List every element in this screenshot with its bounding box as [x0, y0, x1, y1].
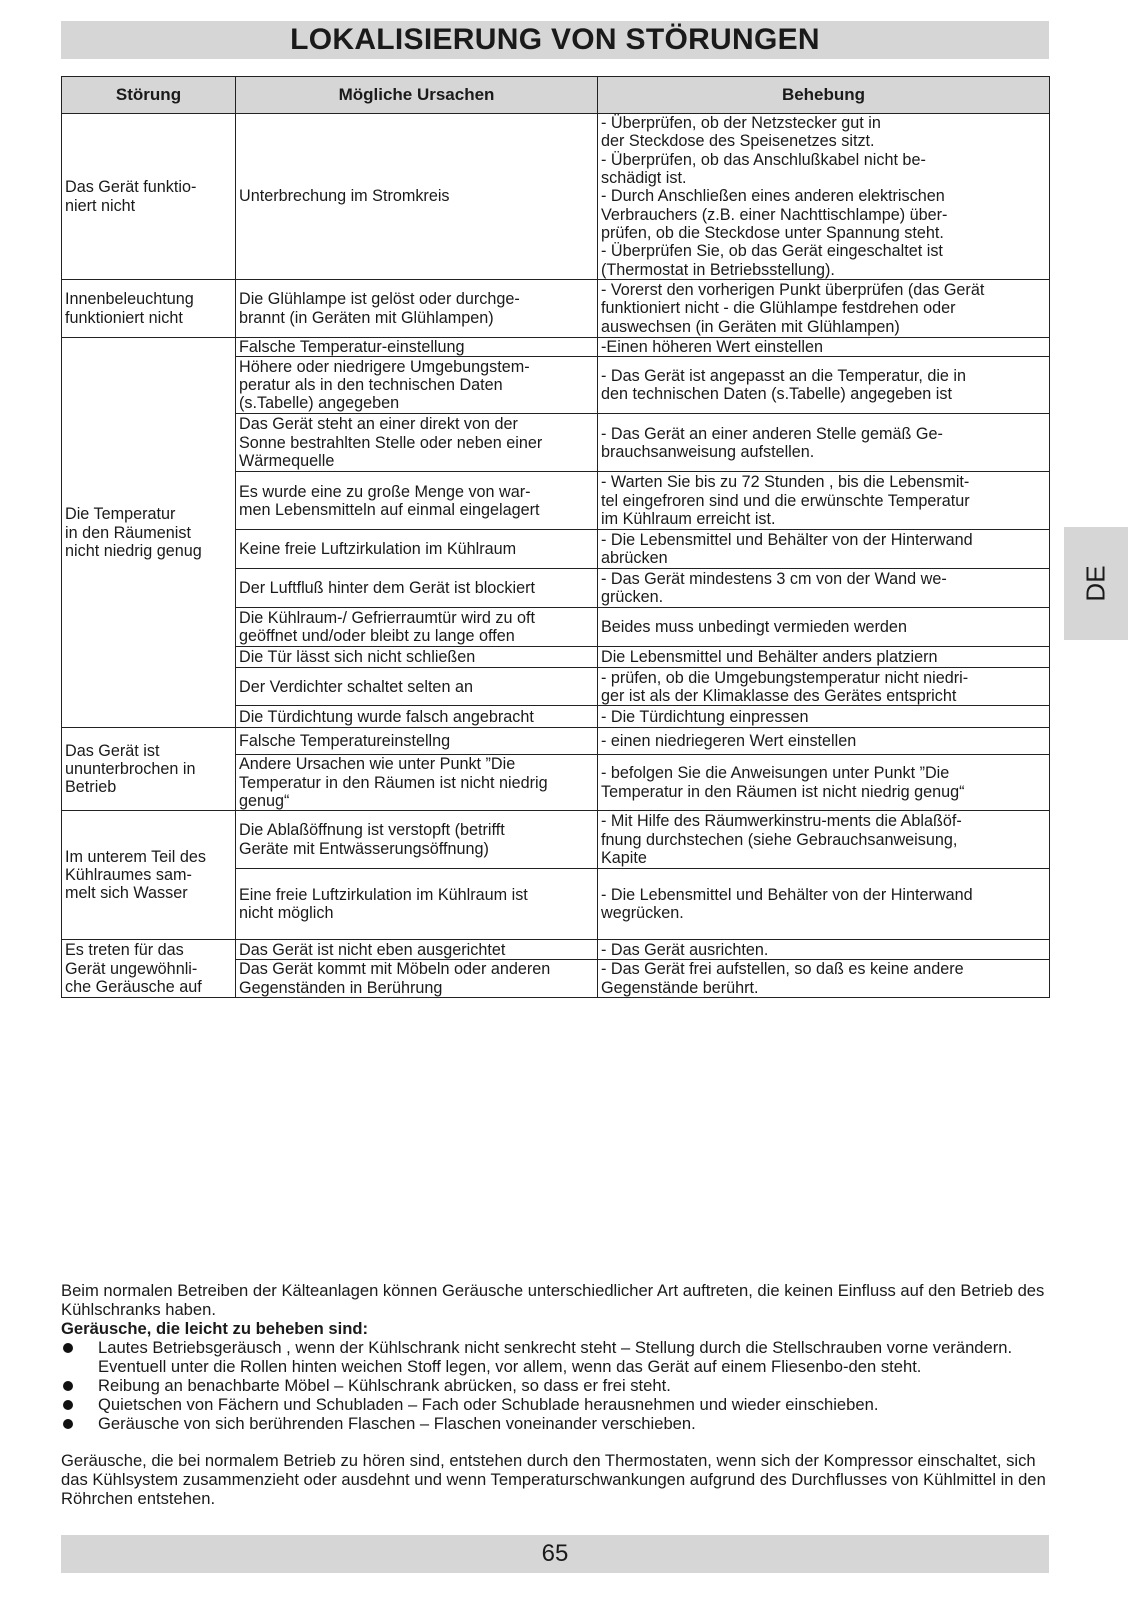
page-number: 65	[541, 1540, 569, 1567]
symptom-cell: Im unterem Teil des Kühlraumes sam- melt sich Wasser	[62, 811, 236, 940]
list-item	[61, 1395, 1051, 1414]
language-tab	[1064, 527, 1128, 640]
cause-cell: Eine freie Luftzirkulation im Kühlraum ist nicht möglich	[236, 869, 598, 940]
bullet-text: Quietschen von Fächern und Schubladen – Fach oder Schublade herausnehmen und wieder einschieben.	[98, 1395, 879, 1414]
notes-closing: Geräusche, die bei normalem Betrieb zu hören sind, entstehen durch den Thermostaten, wenn sich der Kompressor einschaltet, sich das Kühlsystem zusammenzieht oder ausdehnt und wenn Temperaturschwankungen aufgrund des Durchflusses von Kühlmittel in den Röhrchen entstehen.	[61, 1451, 1046, 1508]
remedy-cell: - Die Türdichtung einpressen	[598, 706, 1050, 728]
cause-cell: Der Verdichter schaltet selten an	[236, 668, 598, 706]
cause-cell: Das Gerät kommt mit Möbeln oder anderen Gegenständen in Berührung	[236, 960, 598, 998]
symptom-cell: Innenbeleuchtung funktioniert nicht	[62, 280, 236, 338]
cause-cell: Das Gerät ist nicht eben ausgerichtet	[236, 940, 598, 960]
table-row	[62, 728, 1050, 755]
notes-bullet-list	[61, 1338, 1051, 1433]
symptom-cell: Das Gerät ist ununterbrochen in Betrieb	[62, 728, 236, 811]
cause-cell: Das Gerät steht an einer direkt von der Sonne bestrahlten Stelle oder neben einer Wärmequelle	[236, 414, 598, 472]
cause-cell: Es wurde eine zu große Menge von war- men Lebensmitteln auf einmal eingelagert	[236, 472, 598, 530]
cause-cell: Andere Ursachen wie unter Punkt ”Die Temperatur in den Räumen ist nicht niedrig genug“	[236, 755, 598, 811]
remedy-cell: - Das Gerät ist angepasst an die Temperatur, die in den technischen Daten (s.Tabelle) angegeben ist	[598, 357, 1050, 414]
symptom-cell: Es treten für das Gerät ungewöhnli- che Geräusche auf	[62, 940, 236, 998]
table-row	[62, 338, 1050, 357]
troubleshooting-table	[61, 76, 1050, 998]
cause-cell: Höhere oder niedrigere Umgebungstem- peratur als in den technischen Daten (s.Tabelle) angegeben	[236, 357, 598, 414]
cause-cell: Falsche Temperatur-einstellung	[236, 338, 598, 357]
table-row	[62, 940, 1050, 960]
table-row	[62, 114, 1050, 280]
symptom-cell: Die Temperatur in den Räumenist nicht niedrig genug	[62, 338, 236, 728]
bullet-text: Reibung an benachbarte Möbel – Kühlschrank abrücken, so dass er frei steht.	[98, 1376, 671, 1395]
table-row	[62, 811, 1050, 869]
notes-heading: Geräusche, die leicht zu beheben sind:	[61, 1319, 369, 1338]
remedy-cell: - Vorerst den vorherigen Punkt überprüfen (das Gerät funktioniert nicht - die Glühlampe festdrehen oder auswechsen (in Geräten mit Glühlampen)	[598, 280, 1050, 338]
remedy-cell: - befolgen Sie die Anweisungen unter Punkt ”Die Temperatur in den Räumen ist nicht niedrig genug“	[598, 755, 1050, 811]
list-item	[61, 1338, 1051, 1376]
bullet-text: Geräusche von sich berührenden Flaschen – Flaschen voneinander verschieben.	[98, 1414, 696, 1433]
remedy-cell: - prüfen, ob die Umgebungstemperatur nicht niedri- ger ist als der Klimaklasse des Gerätes entspricht	[598, 668, 1050, 706]
cause-cell: Die Türdichtung wurde falsch angebracht	[236, 706, 598, 728]
cause-cell: Unterbrechung im Stromkreis	[236, 114, 598, 280]
remedy-cell: - Das Gerät mindestens 3 cm von der Wand we- grücken.	[598, 569, 1050, 608]
remedy-cell: - Das Gerät an einer anderen Stelle gemäß Ge- brauchsanweisung aufstellen.	[598, 414, 1050, 472]
notes-intro: Beim normalen Betreiben der Kälteanlagen können Geräusche unterschiedlicher Art auftreten, die keinen Einfluss auf den Betrieb des Kühlschranks haben.	[61, 1281, 1045, 1319]
table-body	[62, 114, 1050, 998]
page-number-bar	[61, 1535, 1049, 1573]
remedy-cell: -Einen höheren Wert einstellen	[598, 338, 1050, 357]
remedy-cell: - Überprüfen, ob der Netzstecker gut in der Steckdose des Speisenetzes sitzt. - Überprüfen, ob das Anschlußkabel nicht be- schädigt ist. - Durch Anschließen eines anderen elektrischen Verbrauchers (z.B. einer Nachttischlampe) über- prüfen, ob die Steckdose unter Spannung steht. - Überprüfen Sie, ob das Gerät eingeschaltet ist (Thermostat in Betriebsstellung).	[598, 114, 1050, 280]
symptom-cell: Das Gerät funktio- niert nicht	[62, 114, 236, 280]
header-symptom: Störung	[62, 77, 236, 114]
bullet-icon	[63, 1381, 73, 1391]
cause-cell: Der Luftfluß hinter dem Gerät ist blockiert	[236, 569, 598, 608]
cause-cell: Die Kühlraum-/ Gefrierraumtür wird zu oft geöffnet und/oder bleibt zu lange offen	[236, 608, 598, 647]
remedy-cell: Die Lebensmittel und Behälter anders platziern	[598, 647, 1050, 668]
remedy-cell: - einen niedriegeren Wert einstellen	[598, 728, 1050, 755]
list-item	[61, 1376, 1051, 1395]
remedy-cell: - Das Gerät ausrichten.	[598, 940, 1050, 960]
cause-cell: Falsche Temperatureinstellng	[236, 728, 598, 755]
language-tab-label: DE	[1080, 565, 1111, 602]
bullet-icon	[63, 1343, 73, 1353]
bullet-icon	[63, 1419, 73, 1429]
bullet-icon	[63, 1400, 73, 1410]
remedy-cell: - Das Gerät frei aufstellen, so daß es keine andere Gegenstände berührt.	[598, 960, 1050, 998]
bullet-text: Lautes Betriebsgeräusch , wenn der Kühlschrank nicht senkrecht steht – Stellung durch die Stellschrauben vorne verändern. Eventuell unter die Rollen hinten weichen Stoff legen, vor allem, wenn das Gerät auf einem Fliesenbo-den steht.	[98, 1338, 1013, 1376]
page-title: LOKALISIERUNG VON STÖRUNGEN	[61, 21, 1049, 59]
cause-cell: Die Tür lässt sich nicht schließen	[236, 647, 598, 668]
noise-notes	[61, 1281, 1051, 1508]
header-remedy: Behebung	[598, 77, 1050, 114]
table-header-row	[62, 77, 1050, 114]
remedy-cell: - Die Lebensmittel und Behälter von der Hinterwand wegrücken.	[598, 869, 1050, 940]
cause-cell: Die Ablaßöffnung ist verstopft (betrifft Geräte mit Entwässerungsöffnung)	[236, 811, 598, 869]
header-causes: Mögliche Ursachen	[236, 77, 598, 114]
cause-cell: Die Glühlampe ist gelöst oder durchge- brannt (in Geräten mit Glühlampen)	[236, 280, 598, 338]
remedy-cell: - Warten Sie bis zu 72 Stunden , bis die Lebensmit- tel eingefroren sind und die erwünschte Temperatur im Kühlraum erreicht ist.	[598, 472, 1050, 530]
remedy-cell: - Mit Hilfe des Räumwerkinstru-ments die Ablaßöf- fnung durchstechen (siehe Gebrauchsanweisung, Kapite	[598, 811, 1050, 869]
remedy-cell: Beides muss unbedingt vermieden werden	[598, 608, 1050, 647]
cause-cell: Keine freie Luftzirkulation im Kühlraum	[236, 530, 598, 569]
list-item	[61, 1414, 1051, 1433]
remedy-cell: - Die Lebensmittel und Behälter von der Hinterwand abrücken	[598, 530, 1050, 569]
table-row	[62, 280, 1050, 338]
